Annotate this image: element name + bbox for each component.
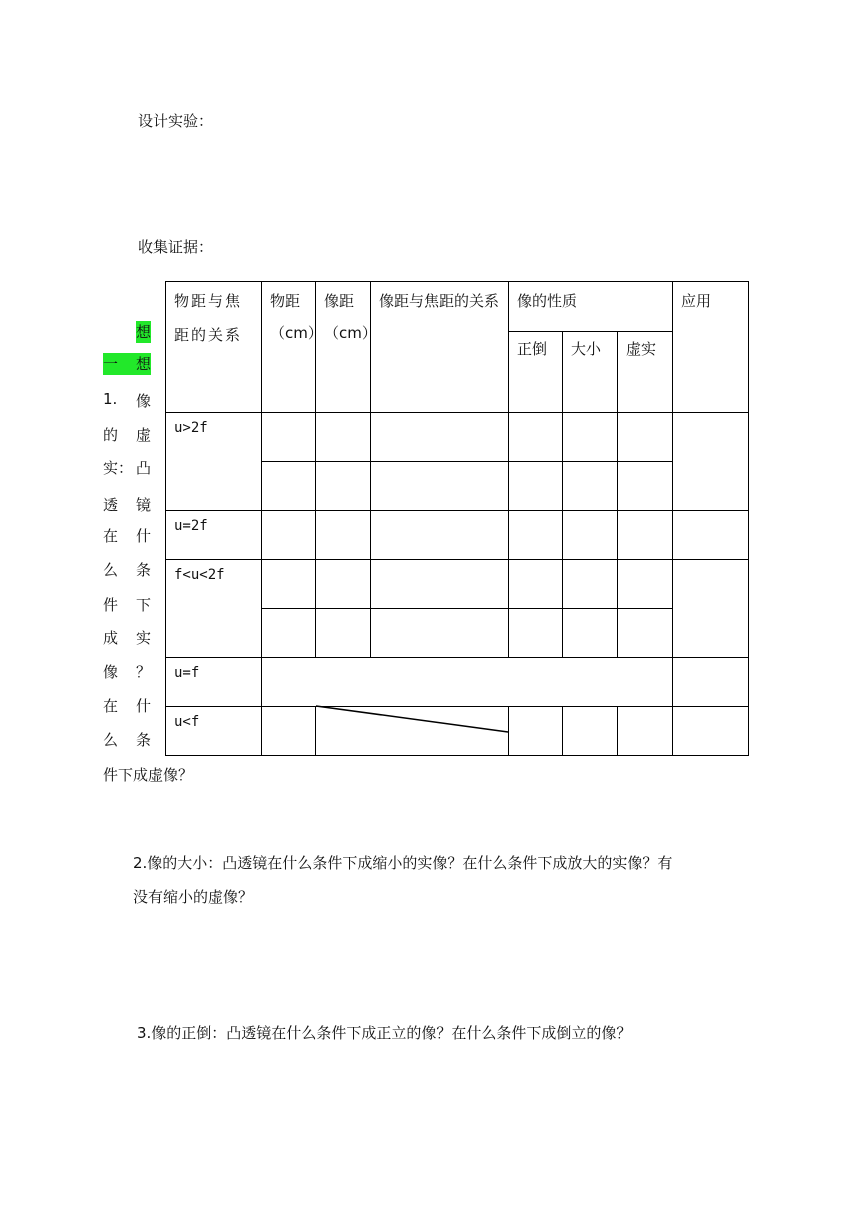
table-cell [509, 609, 563, 658]
table-cell [262, 462, 316, 511]
table-cell [563, 560, 618, 609]
table-cell [673, 560, 749, 658]
question-2-continued: 没有缩小的虚像？ [133, 888, 254, 906]
side-question-tail: 件下成虚像？ [103, 766, 194, 784]
table-cell [316, 462, 371, 511]
table-cell [509, 560, 563, 609]
row-label-f-lt-u-lt-2f: f<u<2f [166, 560, 262, 658]
header-real-virtual: 虚实 [618, 332, 673, 413]
table-cell [673, 658, 749, 707]
row-label-u-eq-f: u=f [166, 658, 262, 707]
row-label-u-gt-2f: u>2f [166, 413, 262, 511]
table-cell [509, 707, 563, 756]
table-cell-merged [262, 658, 673, 707]
table-cell [262, 511, 316, 560]
table-cell [563, 413, 618, 462]
table-cell [673, 511, 749, 560]
header-object-distance: 物距 （cm） [262, 282, 316, 413]
header-image-relation: 像距与焦距的关系 [371, 282, 509, 413]
table-cell [371, 413, 509, 462]
experiment-table [165, 281, 749, 756]
table-cell [618, 609, 673, 658]
design-experiment-heading: 设计实验： [138, 112, 214, 130]
table-cell [316, 560, 371, 609]
question-3: 3.像的正倒：凸透镜在什么条件下成正立的像？在什么条件下成倒立的像？ [137, 1024, 632, 1042]
table-cell [618, 560, 673, 609]
table-cell [673, 413, 749, 511]
header-application: 应用 [673, 282, 749, 413]
table-cell [563, 609, 618, 658]
think-heading-line2: 一 想 [103, 355, 151, 373]
table-cell [509, 413, 563, 462]
table-cell [563, 462, 618, 511]
table-cell [563, 511, 618, 560]
table-cell [316, 609, 371, 658]
table-cell [262, 560, 316, 609]
header-image-nature: 像的性质 [509, 282, 673, 332]
table-cell-diagonal [316, 707, 509, 756]
table-cell [371, 609, 509, 658]
table-cell [618, 707, 673, 756]
table-cell [262, 413, 316, 462]
row-label-u-lt-f: u<f [166, 707, 262, 756]
collect-evidence-heading: 收集证据： [138, 238, 214, 256]
think-heading-line1: 想 [136, 323, 152, 341]
header-relation: 物距与焦距的关系 [166, 282, 262, 413]
header-upright: 正倒 [509, 332, 563, 413]
table-cell [262, 707, 316, 756]
table-cell [316, 413, 371, 462]
row-label-u-eq-2f: u=2f [166, 511, 262, 560]
table-cell [316, 511, 371, 560]
table-cell [509, 511, 563, 560]
table-cell [673, 707, 749, 756]
table-cell [618, 413, 673, 462]
table-cell [371, 560, 509, 609]
header-image-distance: 像距 （cm） [316, 282, 371, 413]
table-cell [371, 511, 509, 560]
table-cell [371, 462, 509, 511]
header-size: 大小 [563, 332, 618, 413]
table-cell [563, 707, 618, 756]
question-2: 2.像的大小：凸透镜在什么条件下成缩小的实像？在什么条件下成放大的实像？有 [133, 854, 673, 872]
table-cell [262, 609, 316, 658]
table-cell [618, 462, 673, 511]
table-cell [618, 511, 673, 560]
table-cell [509, 462, 563, 511]
